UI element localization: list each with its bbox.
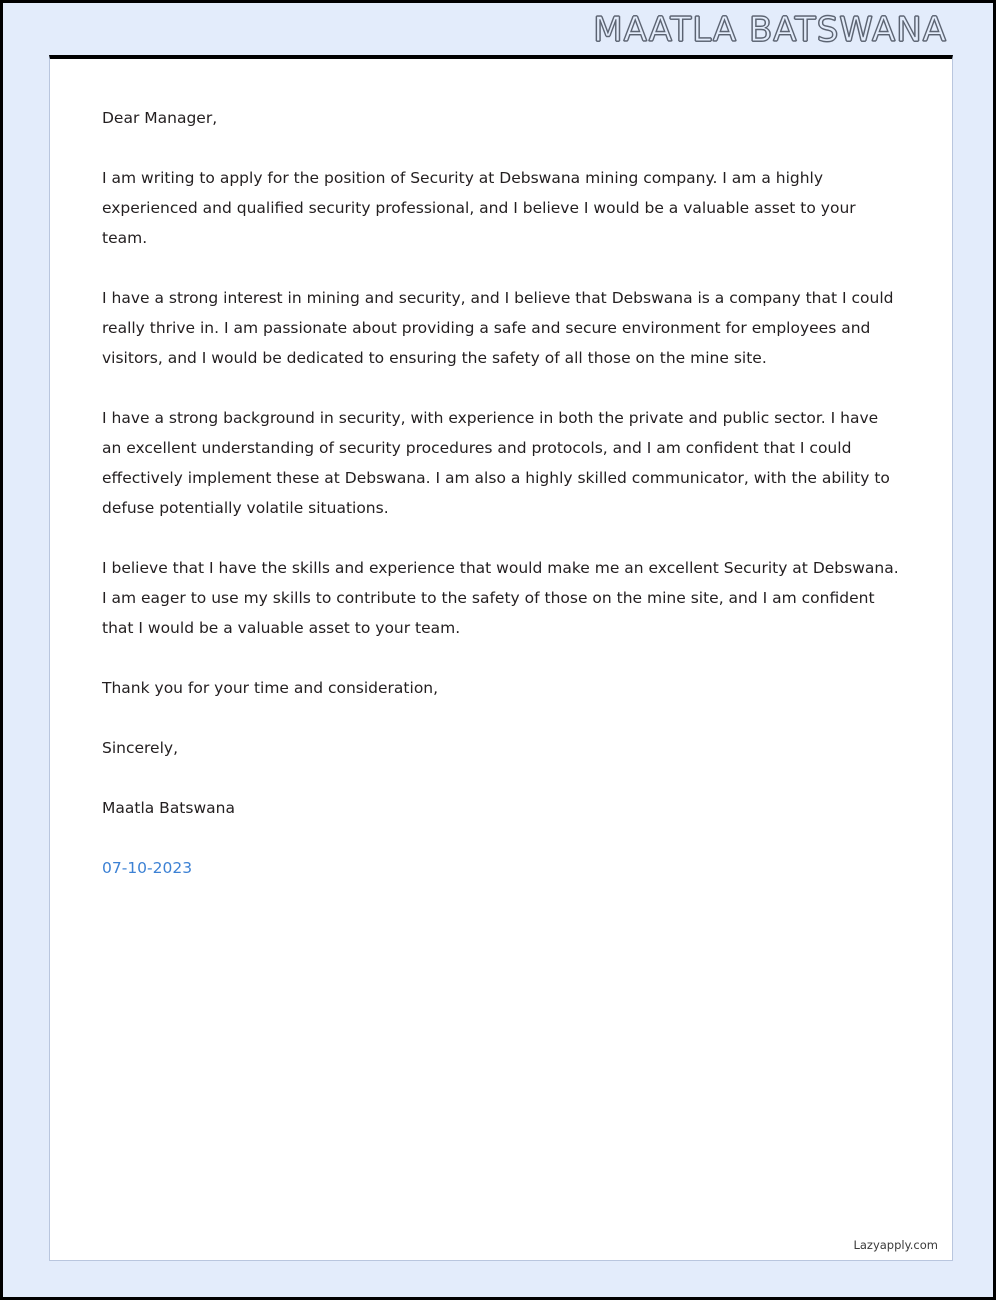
- letter-signature-name: Maatla Batswana: [102, 799, 235, 817]
- watermark-label: Lazyapply.com: [853, 1238, 938, 1252]
- letter-paragraph: I am writing to apply for the position of Security at Debswana mining company. I am a highly experienced and qualified security professional, and I believe I would be a valuable asset to your team.: [102, 169, 856, 247]
- letter-thanks: Thank you for your time and consideration,: [102, 679, 439, 697]
- letter-sheet: [49, 55, 953, 1261]
- letter-paragraph: I have a strong interest in mining and security, and I believe that Debswana is a company that I could really thrive in. I am passionate about providing a safe and secure environment for employees and visitors, and I would be dedicated to ensuring the safety of all those on the mine site.: [102, 289, 894, 367]
- page-title: MAATLA BATSWANA: [593, 10, 947, 50]
- letter-paragraph: I have a strong background in security, with experience in both the private and public sector. I have an excellent understanding of security procedures and protocols, and I am confident that I could effectively implement these at Debswana. I am also a highly skilled communicator, with the ability to defuse potentially volatile situations.: [102, 409, 890, 517]
- letter-paragraph: I believe that I have the skills and experience that would make me an excellent Security at Debswana. I am eager to use my skills to contribute to the safety of those on the mine site, and I am confident that I would be a valuable asset to your team.: [102, 559, 899, 637]
- letter-date: 07-10-2023: [102, 859, 193, 877]
- document-header: [3, 9, 996, 51]
- letter-closing: Sincerely,: [102, 739, 179, 757]
- letter-salutation: Dear Manager,: [102, 109, 218, 127]
- letter-body: [102, 103, 902, 913]
